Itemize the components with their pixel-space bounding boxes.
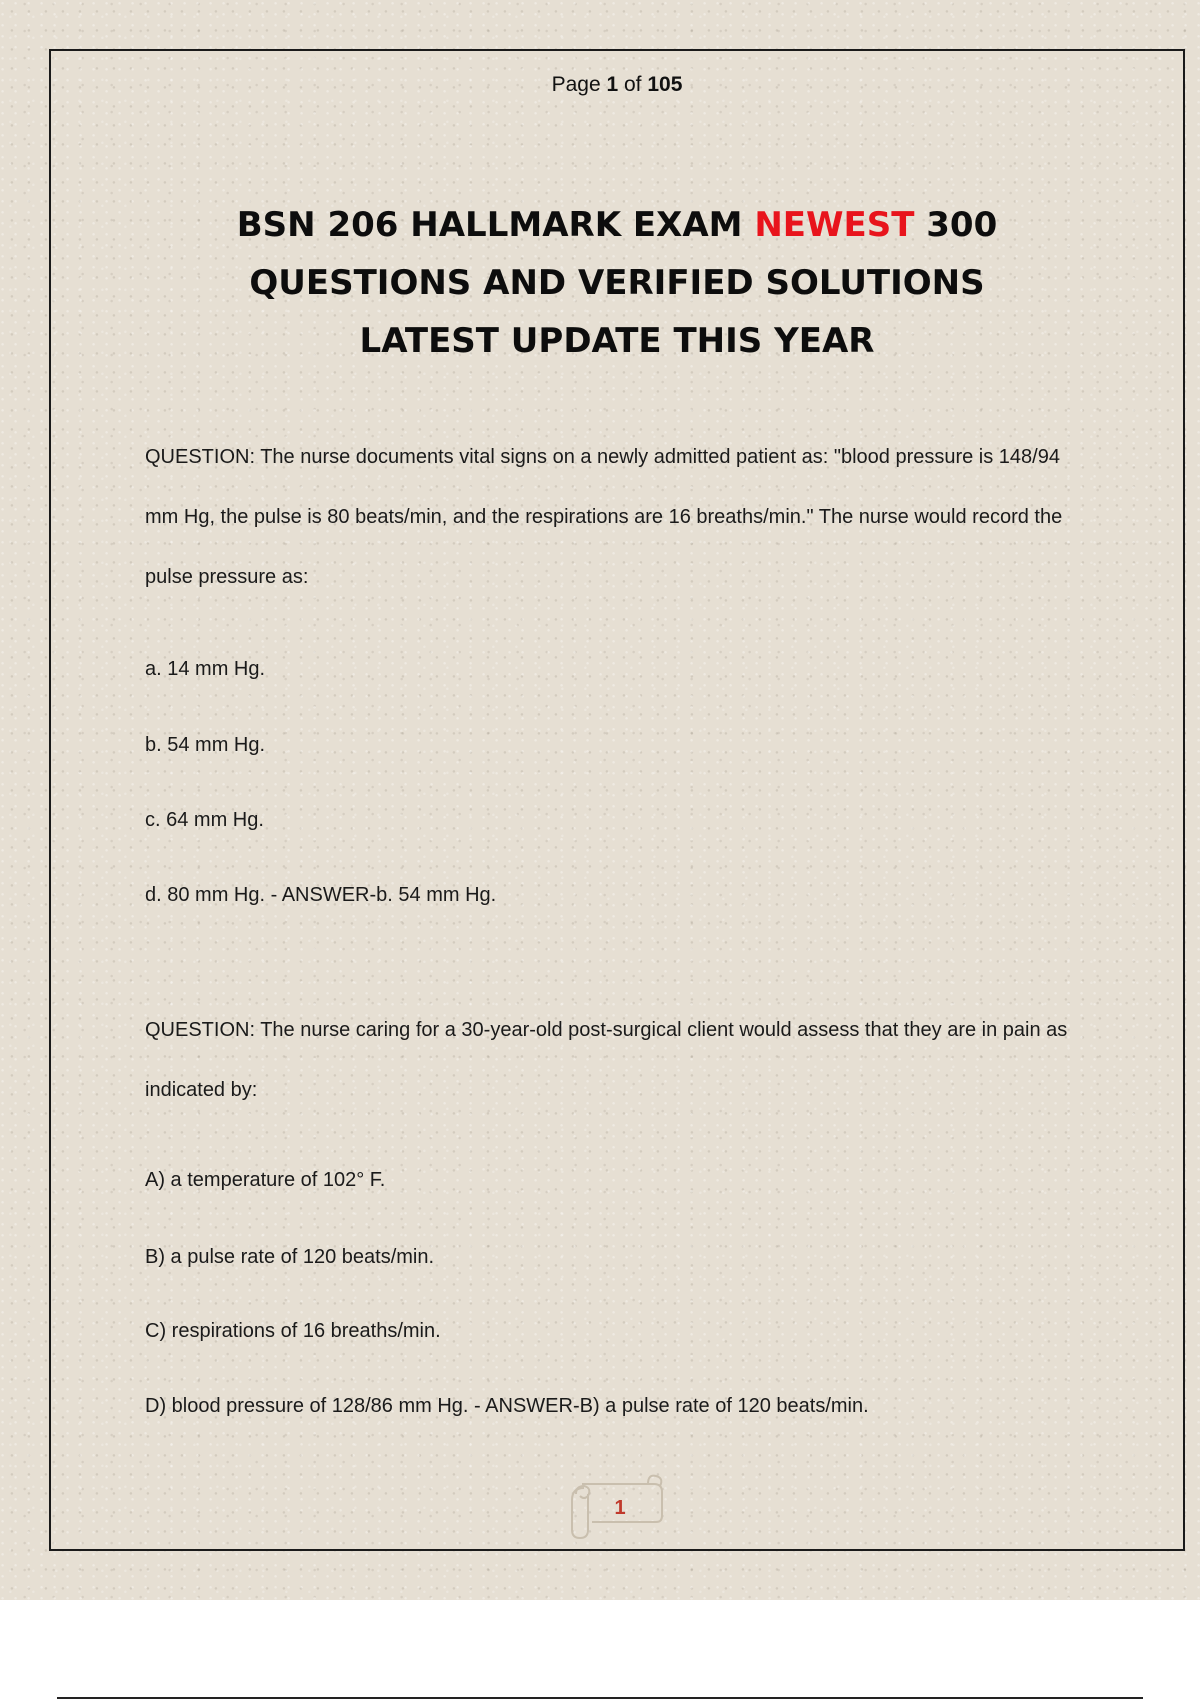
title-line-3: LATEST UPDATE THIS YEAR	[359, 321, 875, 361]
question-text: QUESTION: The nurse caring for a 30-year-old post-surgical client would assess that they are in pain as indicated by:	[145, 1019, 1068, 1101]
page-current: 1	[606, 73, 619, 96]
question-block-2	[145, 1018, 1095, 1418]
answer-option: A) a temperature of 102° F.	[145, 1169, 386, 1191]
answer-option: b. 54 mm Hg.	[145, 734, 266, 756]
page-of: of	[624, 73, 642, 96]
question-block-1	[145, 445, 1095, 945]
footer-page-number: 1	[614, 1497, 626, 1519]
title-part-1: BSN 206 HALLMARK EXAM	[236, 205, 743, 245]
page-header	[0, 73, 1200, 97]
answer-option-with-answer: d. 80 mm Hg. - ANSWER-b. 54 mm Hg.	[145, 884, 497, 906]
answer-option: B) a pulse rate of 120 beats/min.	[145, 1246, 435, 1268]
answer-option: a. 14 mm Hg.	[145, 658, 266, 680]
title-highlight: NEWEST	[754, 205, 915, 245]
bottom-divider	[57, 1697, 1143, 1699]
document-title	[150, 196, 1084, 370]
title-line-1	[150, 196, 1084, 254]
page-total: 105	[647, 73, 683, 96]
title-line-2: QUESTIONS AND VERIFIED SOLUTIONS	[249, 263, 985, 303]
question-text: QUESTION: The nurse documents vital signs on a newly admitted patient as: "blood pressure is 148/94 mm Hg, the pulse is 80 beats/min, and the respirations are 16 breaths/min." The nurse would record the pulse pressure as:	[145, 446, 1063, 588]
title-part-2: 300	[926, 205, 998, 245]
answer-option-with-answer: D) blood pressure of 128/86 mm Hg. - ANSWER-B) a pulse rate of 120 beats/min.	[145, 1395, 869, 1417]
page-label: Page	[551, 73, 601, 96]
answer-option: C) respirations of 16 breaths/min.	[145, 1320, 441, 1342]
answer-option: c. 64 mm Hg.	[145, 809, 264, 831]
